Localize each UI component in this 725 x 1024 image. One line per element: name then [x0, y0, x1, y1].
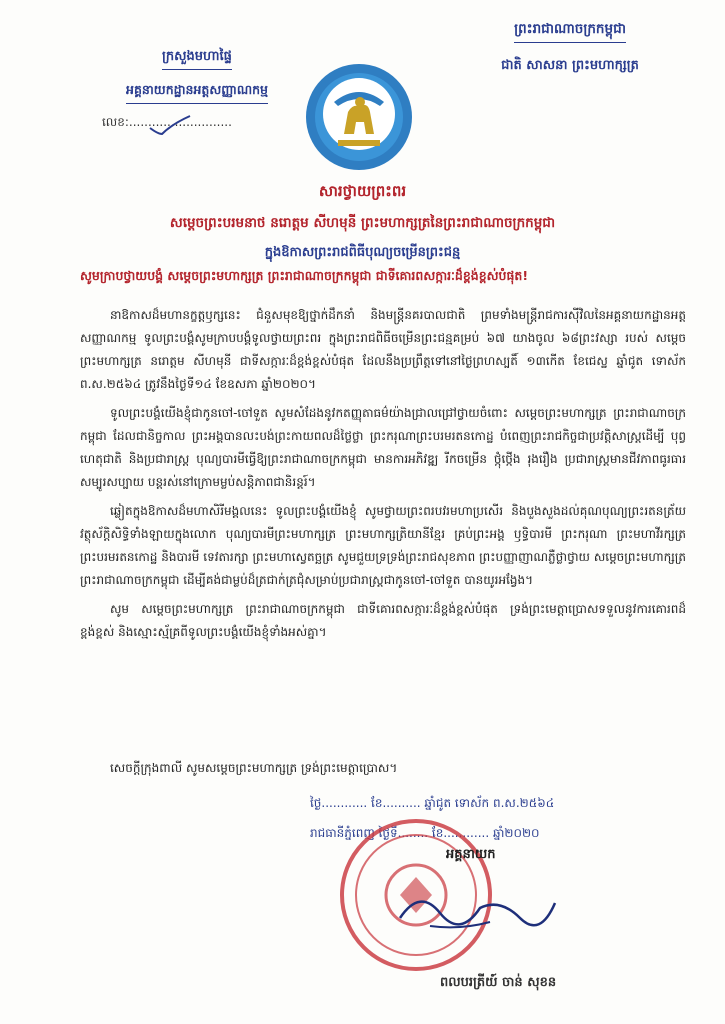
header-right — [480, 20, 660, 76]
letter-subtitle: សម្តេចព្រះបរមនាថ នរោត្តម សីហមុនី ព្រះមហាក្សត្រនៃព្រះរាជាណាចក្រកម្ពុជា — [169, 215, 556, 231]
letter-occasion: ក្នុងឱកាសព្រះរាជពិធីបុណ្យចម្រើនព្រះជន្ម — [264, 245, 461, 260]
body-paragraph: នាឱកាសដ៏មហានក្ខត្តឫក្សនេះ ជំនួសមុខឱ្យថ្នាក់ដឹកនាំ និងមន្ត្រីនគរបាលជាតិ ព្រមទាំងមន្ត្រីរាជការស៊ីវិលនៃអគ្គនាយកដ្ឋានអត្តសញ្ញាណកម្ម ទូលព្រះបង្គំសូមក្រាបបង្គំទូលថ្វាយព្រះពរ ក្នុងព្រះរាជពិធីចម្រើនព្រះជន្មគម្រប់ ៦៧ យាងចូល ៦៨ព្រះវស្សា របស់ សម្តេចព្រះមហាក្សត្រ នរោត្តម សីហមុនី ជាទីសក្ការៈដ៏ខ្ពង់ខ្ពស់បំផុត ដែលនឹងប្រព្រឹត្តទៅនៅថ្ងៃព្រហស្បតិ៍ ១៣កើត ខែជេស្ឋ ឆ្នាំជូត ទោស័ក ព.ស.២៥៦៤ ត្រូវនឹងថ្ងៃទី១៤ ខែឧសភា ឆ្នាំ២០២០។ — [80, 308, 686, 391]
check-mark-icon — [148, 114, 192, 136]
ministry-name: ក្រសួងមហាផ្ទៃ — [162, 48, 232, 70]
solar-date: រាជធានីភ្នំពេញ ថ្ងៃទី........ ខែ............ ឆ្នាំ២០២០ — [310, 826, 540, 840]
salutation: សូមក្រាបថ្វាយបង្គំ សម្តេចព្រះមហាក្សត្រ ព្រះរាជាណាចក្រកម្ពុជា ជាទីគោរពសក្ការៈដ៏ខ្ពង់ខ្ពស់បំផុត! — [80, 268, 529, 283]
letter-body — [80, 304, 686, 650]
body-paragraph: ទូលព្រះបង្គំយើងខ្ញុំជាកូនចៅ-ចៅទួត សូមសំដែងនូវកតញ្ញុតាធម៌យ៉ាងជ្រាលជ្រៅថ្វាយចំពោះ សម្តេចព្រះមហាក្សត្រ ព្រះរាជាណាចក្រកម្ពុជា ដែលជានិច្ចកាល ព្រះអង្គបានលះបង់ព្រះកាយពលដ៏ថ្លៃថ្លា ព្រះករុណាព្រះបរមរតនកោដ្ឋ បំពេញព្រះរាជកិច្ចជាប្រវត្តិសាស្ត្រដើម្បី បុព្វហេតុជាតិ និងប្រជារាស្ត្រ បុណ្យបារមីធ្វើឱ្យព្រះរាជាណាចក្រកម្ពុជា មានការអភិវឌ្ឍ រីកចម្រើន ថ្កុំថ្កើង រុងរឿង ប្រជារាស្ត្រមានជីវភាពធូរធារ សម្បូរសប្បាយ បន្តរស់នៅក្រោមម្លប់សន្តិភាពជានិរន្តរ៍។ — [80, 406, 686, 489]
letter-title: សារថ្វាយព្រះពរ — [318, 182, 407, 200]
signer-title: អគ្គនាយក — [446, 847, 496, 862]
reference-number: លេខ:........................... — [102, 115, 232, 129]
lunar-date: ថ្ងៃ............ ខែ.......... ឆ្នាំជូត ទោស័ក ព.ស.២៥៦៤ — [310, 796, 555, 810]
signer-name: ពលបរត្រីយ៍ ចាន់ សុខន — [440, 975, 557, 990]
ministry-seal-icon — [304, 62, 414, 172]
body-paragraph: ឆ្លៀតក្នុងឱកាសដ៏មហាសិរីមង្គលនេះ ទូលព្រះបង្គំយើងខ្ញុំ សូមថ្វាយព្រះពរបវរមហាប្រសើរ និងបួងសួងដល់គុណបុណ្យព្រះរតនត្រ័យ វត្ថុស័ក្តិសិទ្ធិទាំងឡាយក្នុងលោក បុណ្យបារមីព្រះមហាក្សត្រ ព្រះមហាក្សត្រិយានីខ្មែរ គ្រប់ព្រះអង្គ ឫទ្ធិបារមី ព្រះករុណា ព្រះមហាវីរក្សត្រ ព្រះបរមរតនកោដ្ឋ និងបារមី ទេវតារក្សា ព្រះមហាស្វេតច្ឆត្រ សូមជួយទ្រទ្រង់ព្រះរាជសុខភាព ព្រះបញ្ញាញាណភ្លឺថ្លាថ្វាយ សម្តេចព្រះមហាក្សត្រ ព្រះរាជាណាចក្រកម្ពុជា ដើម្បីគង់ជាម្លប់ដ៏ត្រជាក់ត្រជុំសម្រាប់ប្រជារាស្ត្រជាកូនចៅ-ចៅទួត បានយូរអង្វែង។ — [80, 504, 686, 587]
closing-line: សេចក្តីក្រុងពាលី សូមសម្តេចព្រះមហាក្សត្រ ទ្រង់ព្រះមេត្តាប្រោស។ — [110, 761, 398, 775]
signature-icon — [390, 878, 560, 938]
kingdom-name: ព្រះរាជាណាចក្រកម្ពុជា — [514, 20, 626, 43]
body-paragraph: សូម សម្តេចព្រះមហាក្សត្រ ព្រះរាជាណាចក្រកម្ពុជា ជាទីគោរពសក្ការៈដ៏ខ្ពង់ខ្ពស់បំផុត ទ្រង់ព្រះមេត្តាប្រោសទទួលនូវការគោរពដ៏ខ្ពង់ខ្ពស់ និងស្មោះស្ម័គ្រពីទូលព្រះបង្គំយើងខ្ញុំទាំងអស់គ្នា។ — [80, 602, 686, 639]
national-motto: ជាតិ សាសនា ព្រះមហាក្សត្រ — [501, 58, 639, 73]
department-name: អគ្គនាយកដ្ឋានអត្តសញ្ញាណកម្ម — [126, 82, 268, 104]
letter-title-block — [40, 182, 685, 263]
header-left — [92, 48, 302, 132]
